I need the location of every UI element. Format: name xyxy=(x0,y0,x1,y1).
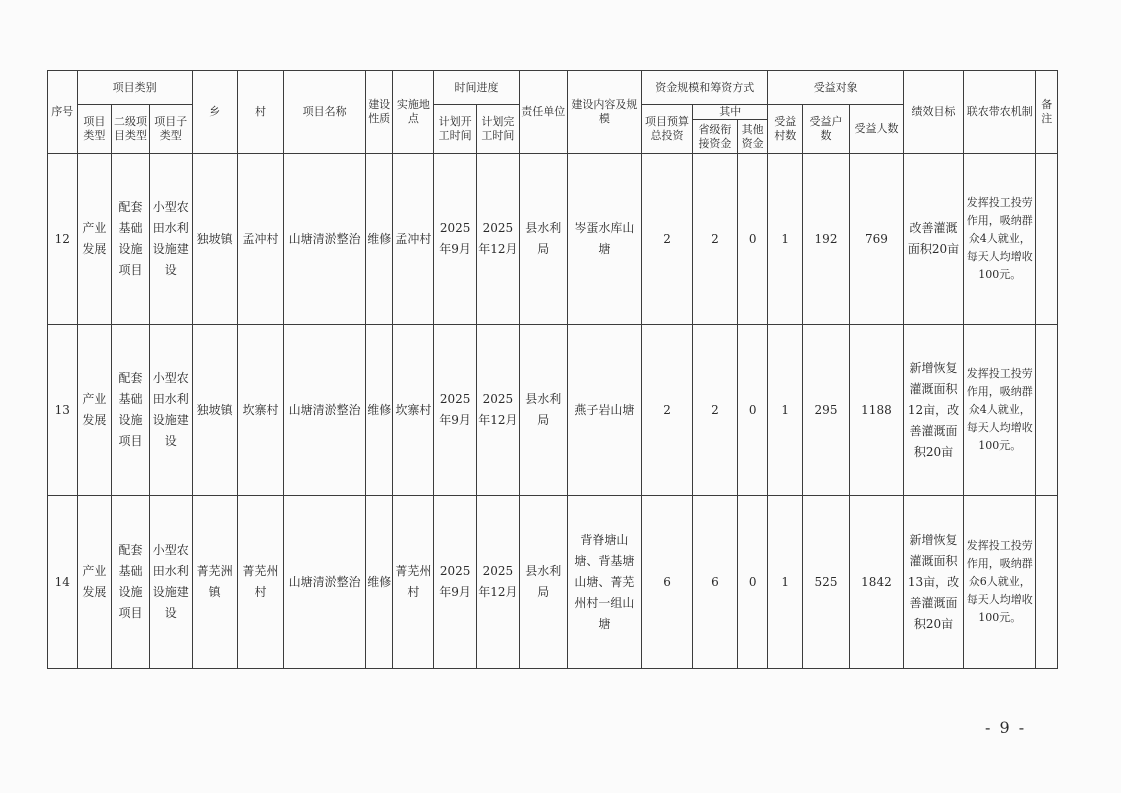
cell-households: 525 xyxy=(803,496,850,669)
header-content: 建设内容及规模 xyxy=(567,71,641,154)
cell-content: 燕子岩山塘 xyxy=(567,325,641,496)
cell-people: 1842 xyxy=(849,496,903,669)
cell-name: 山塘清淤整治 xyxy=(284,325,366,496)
cell-village: 坎寨村 xyxy=(237,325,284,496)
cell-performance: 新增恢复灌溉面积12亩，改善灌溉面积20亩 xyxy=(903,325,963,496)
cell-remarks xyxy=(1036,496,1058,669)
project-table xyxy=(47,70,1058,669)
cell-end: 2025年12月 xyxy=(477,325,520,496)
cell-location: 菁芜州村 xyxy=(393,496,434,669)
cell-sub: 小型农田水利设施建设 xyxy=(149,325,192,496)
cell-unit: 县水利局 xyxy=(519,154,567,325)
cell-nature: 维修 xyxy=(365,496,393,669)
cell-name: 山塘清淤整治 xyxy=(284,496,366,669)
header-seq: 序号 xyxy=(48,71,78,154)
cell-provincial: 2 xyxy=(693,154,738,325)
cell-start: 2025年9月 xyxy=(434,325,477,496)
cell-other: 0 xyxy=(737,154,768,325)
cell-seq: 13 xyxy=(48,325,78,496)
cell-seq: 12 xyxy=(48,154,78,325)
cell-villages: 1 xyxy=(768,154,803,325)
cell-households: 192 xyxy=(803,154,850,325)
header-plan-end: 计划完工时间 xyxy=(477,105,520,154)
cell-type: 产业发展 xyxy=(77,154,112,325)
cell-performance: 新增恢复灌溉面积13亩，改善灌溉面积20亩 xyxy=(903,496,963,669)
header-location: 实施地点 xyxy=(393,71,434,154)
cell-households: 295 xyxy=(803,325,850,496)
cell-sub: 小型农田水利设施建设 xyxy=(149,496,192,669)
table-row xyxy=(48,154,1058,325)
header-provincial: 省级衔接资金 xyxy=(693,120,738,154)
cell-provincial: 2 xyxy=(693,325,738,496)
header-benefit-group: 受益对象 xyxy=(768,71,904,105)
cell-seq: 14 xyxy=(48,496,78,669)
cell-nature: 维修 xyxy=(365,325,393,496)
cell-other: 0 xyxy=(737,325,768,496)
header-time-group: 时间进度 xyxy=(434,71,520,105)
header-fund-group: 资金规模和筹资方式 xyxy=(642,71,768,105)
header-other: 其他资金 xyxy=(737,120,768,154)
cell-remarks xyxy=(1036,154,1058,325)
header-project-name: 项目名称 xyxy=(284,71,366,154)
cell-end: 2025年12月 xyxy=(477,496,520,669)
cell-sub2: 配套基础设施项目 xyxy=(112,325,150,496)
header-total-budget: 项目预算总投资 xyxy=(642,105,693,154)
cell-village: 孟冲村 xyxy=(237,154,284,325)
cell-name: 山塘清淤整治 xyxy=(284,154,366,325)
cell-start: 2025年9月 xyxy=(434,154,477,325)
cell-villages: 1 xyxy=(768,496,803,669)
cell-performance: 改善灌溉面积20亩 xyxy=(903,154,963,325)
cell-sub2: 配套基础设施项目 xyxy=(112,496,150,669)
cell-unit: 县水利局 xyxy=(519,496,567,669)
cell-end: 2025年12月 xyxy=(477,154,520,325)
header-plan-start: 计划开工时间 xyxy=(434,105,477,154)
table-row xyxy=(48,496,1058,669)
header-nature: 建设性质 xyxy=(365,71,393,154)
header-remarks: 备注 xyxy=(1036,71,1058,154)
cell-people: 1188 xyxy=(849,325,903,496)
cell-township: 独坡镇 xyxy=(192,154,237,325)
cell-total: 2 xyxy=(642,325,693,496)
cell-sub2: 配套基础设施项目 xyxy=(112,154,150,325)
table-row xyxy=(48,325,1058,496)
cell-total: 6 xyxy=(642,496,693,669)
header-performance: 绩效目标 xyxy=(903,71,963,154)
header-township: 乡 xyxy=(192,71,237,154)
cell-unit: 县水利局 xyxy=(519,325,567,496)
page-number: - 9 - xyxy=(985,718,1027,737)
header-mechanism: 联农带农机制 xyxy=(964,71,1036,154)
header-sub-type: 项目子类型 xyxy=(149,105,192,154)
cell-township: 独坡镇 xyxy=(192,325,237,496)
cell-content: 背脊塘山塘、背基塘山塘、菁芜州村一组山塘 xyxy=(567,496,641,669)
cell-nature: 维修 xyxy=(365,154,393,325)
cell-location: 坎寨村 xyxy=(393,325,434,496)
header-resp-unit: 责任单位 xyxy=(519,71,567,154)
cell-other: 0 xyxy=(737,496,768,669)
cell-mechanism: 发挥投工投劳作用，吸纳群众4人就业，每天人均增收100元。 xyxy=(964,154,1036,325)
header-among: 其中 xyxy=(693,105,768,120)
header-benefit-people: 受益人数 xyxy=(849,105,903,154)
cell-content: 岑蛋水库山塘 xyxy=(567,154,641,325)
header-benefit-villages: 受益村数 xyxy=(768,105,803,154)
cell-sub: 小型农田水利设施建设 xyxy=(149,154,192,325)
cell-township: 菁芜洲镇 xyxy=(192,496,237,669)
cell-total: 2 xyxy=(642,154,693,325)
header-sub2: 二级项目类型 xyxy=(112,105,150,154)
header-benefit-households: 受益户数 xyxy=(803,105,850,154)
header-proj-type: 项目类型 xyxy=(77,105,112,154)
header-category-group: 项目类别 xyxy=(77,71,192,105)
cell-mechanism: 发挥投工投劳作用，吸纳群众6人就业，每天人均增收100元。 xyxy=(964,496,1036,669)
cell-village: 菁芜州村 xyxy=(237,496,284,669)
cell-location: 孟冲村 xyxy=(393,154,434,325)
cell-type: 产业发展 xyxy=(77,325,112,496)
cell-type: 产业发展 xyxy=(77,496,112,669)
header-village: 村 xyxy=(237,71,284,154)
cell-people: 769 xyxy=(849,154,903,325)
cell-villages: 1 xyxy=(768,325,803,496)
cell-mechanism: 发挥投工投劳作用，吸纳群众4人就业，每天人均增收100元。 xyxy=(964,325,1036,496)
cell-provincial: 6 xyxy=(693,496,738,669)
cell-start: 2025年9月 xyxy=(434,496,477,669)
cell-remarks xyxy=(1036,325,1058,496)
